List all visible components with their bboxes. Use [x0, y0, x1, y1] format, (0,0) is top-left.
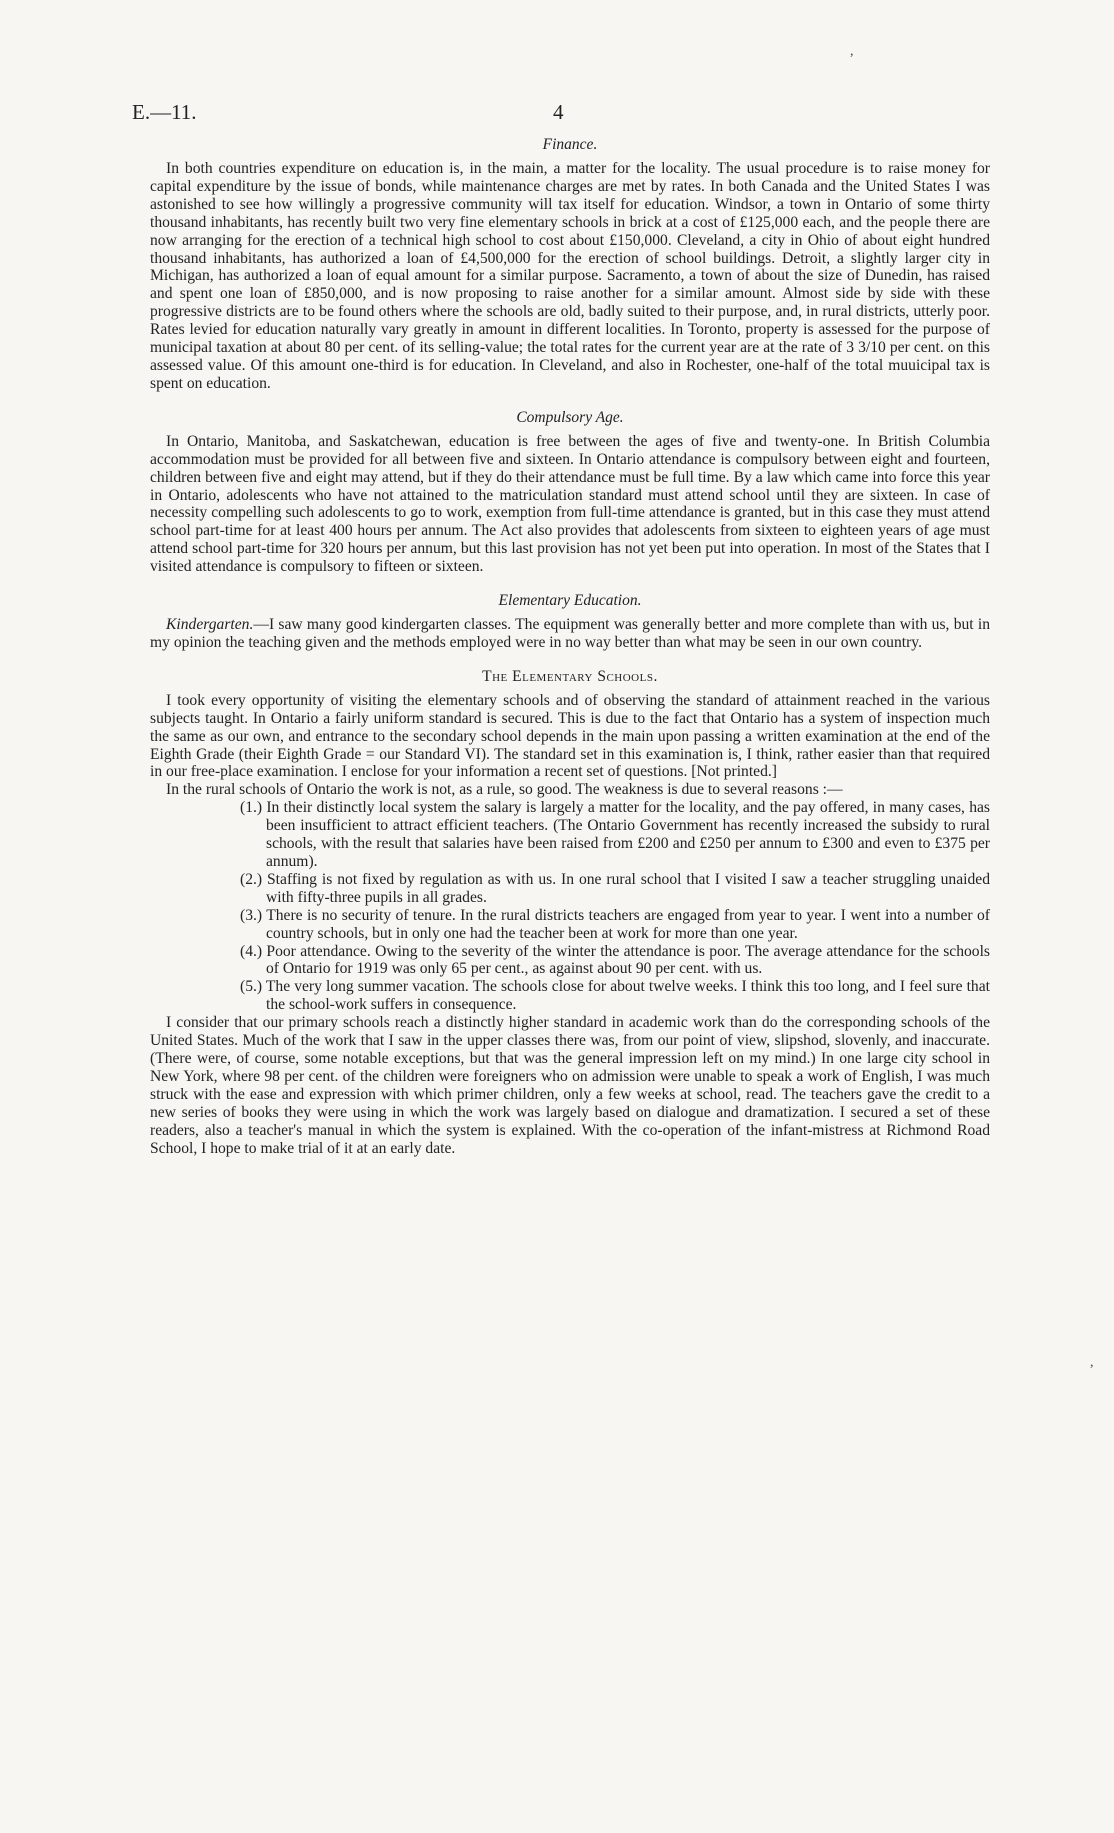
- document-page: [132, 100, 990, 1157]
- list-item: (1.) In their distinctly local system the salary is largely a matter for the locality, and the pay offered, in many cases, has been insufficient to attract efficient teachers. (The Ontario Government has recently increased the subsidy to rural schools, with the result that salaries have been raised from £200 and £250 per annum to £300 and even to £375 per annum).: [240, 799, 990, 870]
- section-heading-elementary-schools: The Elementary Schools.: [482, 667, 658, 685]
- kindergarten-text: —I saw many good kindergarten classes. The equipment was generally better and more complete than with us, but in my opinion the teaching given and the methods employed were in no way better than what may be seen in our own country.: [150, 616, 990, 651]
- document-reference: E.—11.: [132, 100, 197, 124]
- paragraph-kindergarten: [150, 616, 990, 652]
- section-heading-finance: Finance.: [542, 136, 598, 153]
- paragraph-schools-2: In the rural schools of Ontario the work is not, as a rule, so good. The weakness is due to several reasons :—: [166, 781, 843, 799]
- reasons-list: [150, 799, 990, 1014]
- kindergarten-label: Kindergarten.: [166, 616, 254, 634]
- page-number: 4: [553, 100, 564, 124]
- list-item: (3.) There is no security of tenure. In the rural districts teachers are engaged from year to year. I went into a number of country schools, but in only one had the teacher been at work for more than one year.: [240, 906, 990, 942]
- list-item: (5.) The very long summer vacation. The schools close for about twelve weeks. I think this too long, and I feel sure that the school-work suffers in consequence.: [240, 978, 990, 1014]
- paragraph-schools-3: I consider that our primary schools reach a distinctly higher standard in academic work than do the corresponding schools of the United States. Much of the work that I saw in the upper classes there was, from our point of view, slipshod, slovenly, and inaccurate. (There were, of course, some notable exceptions, but that was the general impression left on my mind.) In one large city school in New York, where 98 per cent. of the children were foreigners who on admission were unable to speak a work of English, I was much struck with the ease and expression with which primer children, only a few weeks at school, read. The teachers gave the credit to a new series of books they were using in which the work was largely based on dialogue and dramatization. I secured a set of these readers, also a teacher's manual in which the system is explained. With the co-operation of the infant-mistress at Richmond Road School, I hope to make trial of it at an early date.: [150, 1014, 990, 1157]
- margin-mark: ,: [1090, 1355, 1094, 1370]
- paragraph-finance: In both countries expenditure on education is, in the main, a matter for the locality. The usual procedure is to raise money for capital expenditure by the issue of bonds, while maintenance charges are met by rates. In both Canada and the United States I was astonished to see how willingly a progressive community will tax itself for education. Windsor, a town in Ontario of some thirty thousand inhabitants, has recently built two very fine elementary schools in brick at a cost of £125,000 each, and the people there are now arranging for the erection of a technical high school to cost about £150,000. Cleveland, a city in Ohio of about eight hundred thousand inhabitants, has authorized a loan of £4,500,000 for the erection of school buildings. Detroit, a slightly larger city in Michigan, has authorized a loan of equal amount for a similar purpose. Sacramento, a town of about the size of Dunedin, has raised and spent one loan of £850,000, and is now proposing to raise another for a similar amount. Almost side by side with these progressive districts are to be found others where the schools are old, badly suited to their purpose, and, in rural districts, utterly poor. Rates levied for education naturally vary greatly in amount in different localities. In Toronto, property is assessed for the purpose of municipal taxation at about 80 per cent. of its selling-value; the total rates for the current year are at the rate of 3 3/10 per cent. on this assessed value. Of this amount one-third is for education. In Cleveland, and also in Rochester, one-half of the total muuicipal tax is spent on education.: [150, 160, 990, 392]
- section-heading-compulsory-age: Compulsory Age.: [516, 408, 624, 426]
- page-header: [132, 100, 990, 140]
- paragraph-compulsory-age: In Ontario, Manitoba, and Saskatchewan, education is free between the ages of five and twenty-one. In British Columbia accommodation must be provided for all between five and sixteen. In Ontario attendance is compulsory between eight and fourteen, children between five and eight may attend, but if they do their attendance must be full time. By a law which came into force this year in Ontario, adolescents who have not attained to the matriculation standard must attend school until they are sixteen. In case of necessity compelling such adolescents to go to work, exemption from full-time attendance is granted, but in this case they must attend school part-time for at least 400 hours per annum. The Act also provides that adolescents from sixteen to eighteen years of age must attend school part-time for 320 hours per annum, but this last provision has not yet been put into operation. In most of the States that I visited attendance is compulsory to fifteen or sixteen.: [150, 432, 990, 576]
- paragraph-schools-1: I took every opportunity of visiting the elementary schools and of observing the standard of attainment reached in the various subjects taught. In Ontario a fairly uniform standard is secured. This is due to the fact that Ontario has a system of inspection much the same as our own, and entrance to the secondary school depends in the main upon passing a written examination at the end of the Eighth Grade (their Eighth Grade = our Standard VI). The standard set in this examination is, I think, rather easier than that required in our free-place examination. I enclose for your information a recent set of questions. [Not printed.]: [150, 691, 990, 781]
- list-item: (4.) Poor attendance. Owing to the severity of the winter the attendance is poor. The average attendance for the schools of Ontario for 1919 was only 65 per cent., as against about 90 per cent. with us.: [240, 942, 990, 978]
- list-item: (2.) Staffing is not fixed by regulation as with us. In one rural school that I visited I saw a teacher struggling unaided with fifty-three pupils in all grades.: [240, 870, 990, 906]
- section-heading-elementary-education: Elementary Education.: [498, 592, 642, 610]
- margin-mark: ,: [850, 44, 854, 59]
